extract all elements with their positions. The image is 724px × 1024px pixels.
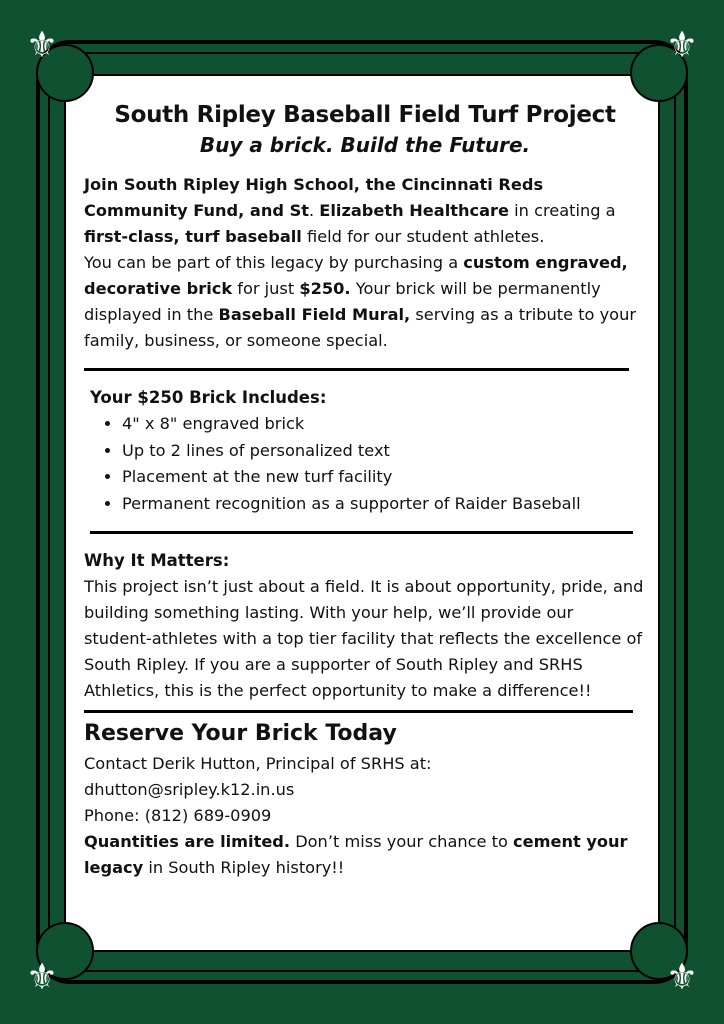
fleur-de-lis-icon: ⚜ — [665, 25, 699, 66]
why-paragraph: This project isn’t just about a field. It is about opportunity, pride, and building something lasting. With your help, we’ll provide our student-athletes with a top tier facility that reflects the excellence of South Ripley. If you are a supporter of South Ripley and SRHS Athletics, this is the perfect opportunity to make a difference!! — [84, 577, 644, 700]
reserve-heading: Reserve Your Brick Today — [84, 721, 397, 746]
closing-text: Don’t miss your chance to — [290, 832, 514, 851]
intro-bold-turf: first-class, turf baseball — [84, 227, 302, 246]
list-item: • 4" x 8" engraved brick — [122, 411, 646, 438]
intro-text: for just — [232, 279, 300, 298]
intro-text: in creating a — [509, 201, 616, 220]
list-item: • Placement at the new turf facility — [122, 464, 646, 491]
contact-email[interactable]: dhutton@sripley.k12.in.us — [84, 780, 295, 799]
closing-paragraph — [84, 829, 646, 881]
intro-bold-brick: custom engraved, decorative brick — [84, 253, 628, 298]
fleur-de-lis-icon: ⚜ — [25, 25, 59, 66]
intro-text: Your brick will be permanently displayed in the — [84, 279, 601, 324]
intro-text: . — [309, 201, 320, 220]
flyer-content — [84, 100, 646, 881]
tagline: Buy a brick. Build the Future. — [199, 133, 531, 157]
divider — [84, 368, 629, 371]
list-item: • Permanent recognition as a supporter of Raider Baseball — [122, 491, 646, 518]
includes-heading: Your $250 Brick Includes: — [90, 388, 327, 407]
intro-bold-mural: Baseball Field Mural, — [218, 305, 411, 324]
intro-text: serving as a tribute to your family, business, or someone special. — [84, 305, 636, 350]
includes-list — [84, 411, 646, 517]
why-heading: Why It Matters: — [84, 551, 230, 570]
divider — [84, 710, 633, 713]
page-title: South Ripley Baseball Field Turf Project — [114, 102, 616, 128]
fleur-de-lis-icon: ⚜ — [25, 957, 59, 998]
closing-bold-legacy: cement your legacy — [84, 832, 628, 877]
intro-text: field for our student athletes. — [301, 227, 545, 246]
intro-text: You can be part of this legacy by purchasing a — [84, 253, 464, 272]
intro-bold-price: $250. — [299, 279, 351, 298]
intro-paragraph — [84, 172, 646, 354]
closing-bold-limited: Quantities are limited. — [84, 832, 291, 851]
fleur-de-lis-icon: ⚜ — [665, 957, 699, 998]
divider — [90, 531, 633, 534]
contact-phone: Phone: (812) 689-0909 — [84, 806, 272, 825]
closing-text: in South Ripley history!! — [143, 858, 345, 877]
list-item: • Up to 2 lines of personalized text — [122, 438, 646, 465]
contact-line: Contact Derik Hutton, Principal of SRHS at: — [84, 754, 432, 773]
intro-bold-healthcare: Elizabeth Healthcare — [319, 201, 510, 220]
intro-bold-partners: Join South Ripley High School, the Cincinnati Reds Community Fund, and St — [84, 175, 544, 220]
